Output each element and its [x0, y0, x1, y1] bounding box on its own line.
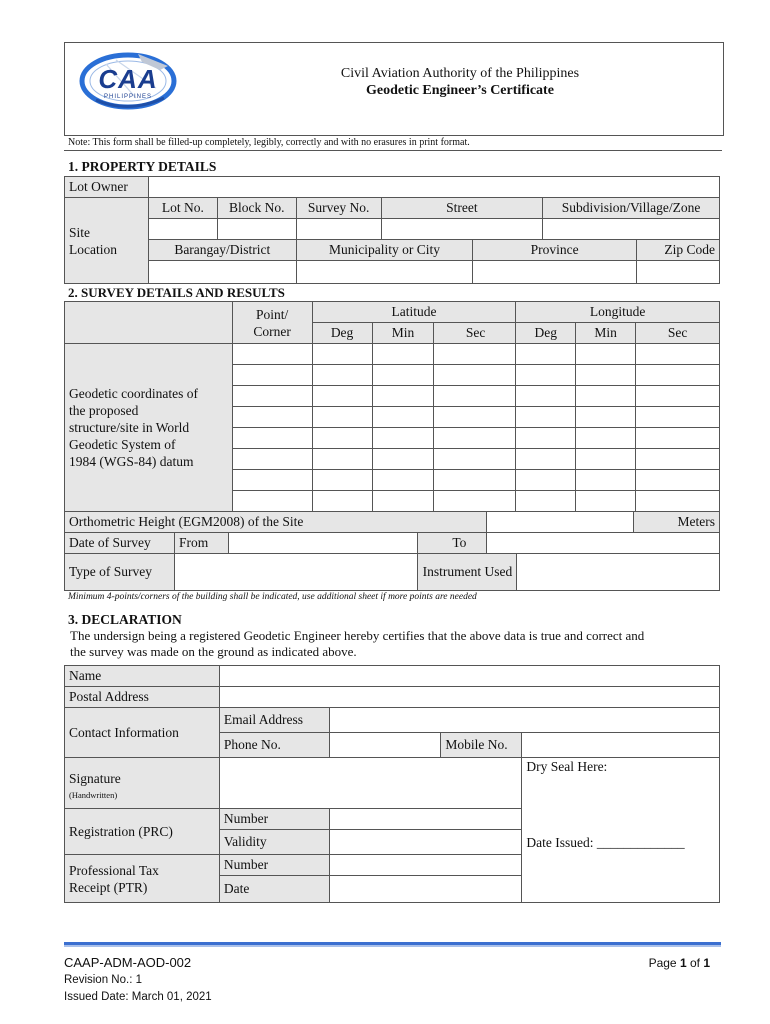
- phone-label: Phone No.: [219, 733, 329, 758]
- coord-cell[interactable]: [516, 428, 576, 449]
- point-cell[interactable]: [232, 386, 312, 407]
- coord-cell[interactable]: [312, 365, 372, 386]
- point-cell[interactable]: [232, 365, 312, 386]
- coord-cell[interactable]: [434, 365, 516, 386]
- lot-owner-input[interactable]: [148, 177, 719, 198]
- coord-cell[interactable]: [372, 491, 434, 512]
- form-code: CAAP-ADM-AOD-002: [64, 955, 192, 970]
- lon-sec-header: Sec: [636, 323, 720, 344]
- coord-cell[interactable]: [576, 365, 636, 386]
- phone-input[interactable]: [329, 733, 441, 758]
- lon-min-header: Min: [576, 323, 636, 344]
- coord-cell[interactable]: [434, 449, 516, 470]
- footer-rule-shadow: [64, 945, 721, 947]
- dry-seal-area: [522, 758, 720, 903]
- date-issued-label: Date Issued: _____________: [526, 835, 685, 850]
- coord-cell[interactable]: [372, 407, 434, 428]
- form-note: Note: This form shall be filled-up completely, legibly, correctly and with no erasures in print format.: [68, 137, 470, 148]
- street-input[interactable]: [381, 219, 542, 240]
- coord-cell[interactable]: [516, 491, 576, 512]
- property-details-table: [64, 176, 720, 284]
- point-cell[interactable]: [232, 407, 312, 428]
- coord-cell[interactable]: [516, 449, 576, 470]
- prc-validity-label: Validity: [219, 830, 329, 855]
- signature-input[interactable]: [219, 758, 521, 809]
- section-1-title: 1. PROPERTY DETAILS: [68, 159, 217, 174]
- orthometric-height-input[interactable]: [487, 512, 634, 533]
- geodetic-coordinates-label: Geodetic coordinates of the proposed structure/site in World Geodetic System of 1984 (WGS-84) datum: [65, 344, 233, 512]
- ptr-number-input[interactable]: [329, 855, 522, 876]
- coord-cell[interactable]: [516, 470, 576, 491]
- ptr-date-label: Date: [219, 876, 329, 903]
- coord-cell[interactable]: [372, 428, 434, 449]
- latitude-header: Latitude: [312, 302, 516, 323]
- lot-owner-label: Lot Owner: [65, 177, 149, 198]
- name-input[interactable]: [219, 666, 719, 687]
- block-no-input[interactable]: [217, 219, 296, 240]
- section-2-title: 2. SURVEY DETAILS AND RESULTS: [68, 285, 285, 300]
- page-number: Page 1 of 1: [648, 956, 710, 970]
- signature-label-cell: [65, 758, 220, 809]
- coord-cell[interactable]: [312, 407, 372, 428]
- longitude-header: Longitude: [516, 302, 720, 323]
- coord-cell[interactable]: [434, 386, 516, 407]
- instrument-label: Instrument Used: [418, 554, 517, 591]
- lat-min-header: Min: [372, 323, 434, 344]
- site-location-label: [65, 198, 149, 284]
- coord-cell[interactable]: [636, 428, 720, 449]
- coord-cell[interactable]: [434, 344, 516, 365]
- declaration-line-2: the survey was made on the ground as indicated above.: [70, 644, 357, 659]
- issued-date: Issued Date: March 01, 2021: [64, 991, 212, 1003]
- caap-logo: [76, 48, 180, 118]
- coord-cell[interactable]: [576, 470, 636, 491]
- coord-cell[interactable]: [434, 428, 516, 449]
- date-to-input[interactable]: [487, 533, 720, 554]
- coord-cell[interactable]: [576, 449, 636, 470]
- declaration-table: [64, 665, 720, 903]
- signature-label: Signature: [69, 771, 121, 786]
- date-survey-label: Date of Survey: [65, 533, 175, 554]
- coord-cell[interactable]: [576, 407, 636, 428]
- survey-extra-table: [64, 511, 720, 591]
- coord-cell[interactable]: [372, 365, 434, 386]
- declaration-line-1: The undersign being a registered Geodetic Engineer hereby certifies that the above data is true and correct and: [70, 628, 645, 643]
- coord-cell[interactable]: [516, 365, 576, 386]
- coord-cell[interactable]: [312, 428, 372, 449]
- lat-sec-header: Sec: [434, 323, 516, 344]
- name-label: Name: [65, 666, 220, 687]
- barangay-input[interactable]: [148, 261, 296, 284]
- coord-cell[interactable]: [312, 470, 372, 491]
- block-no-label: Block No.: [217, 198, 296, 219]
- contact-info-label: Contact Information: [65, 708, 220, 758]
- orthometric-height-label: Orthometric Height (EGM2008) of the Site: [65, 512, 487, 533]
- coord-cell[interactable]: [576, 428, 636, 449]
- street-label: Street: [381, 198, 542, 219]
- ptr-date-input[interactable]: [329, 876, 522, 903]
- coord-cell[interactable]: [312, 449, 372, 470]
- lat-deg-header: Deg: [312, 323, 372, 344]
- lot-no-input[interactable]: [148, 219, 217, 240]
- site-label: Site: [69, 224, 91, 240]
- prc-number-label: Number: [219, 809, 329, 830]
- point-cell[interactable]: [232, 344, 312, 365]
- coord-cell[interactable]: [434, 407, 516, 428]
- coord-cell[interactable]: [372, 470, 434, 491]
- point-cell[interactable]: [232, 470, 312, 491]
- mobile-label: Mobile No.: [441, 733, 522, 758]
- prc-number-input[interactable]: [329, 809, 522, 830]
- point-cell[interactable]: [232, 449, 312, 470]
- coord-cell[interactable]: [636, 470, 720, 491]
- corner-label: Corner: [253, 323, 291, 339]
- coord-cell[interactable]: [576, 491, 636, 512]
- point-corner-header: [232, 302, 312, 344]
- location-label: Location: [69, 241, 117, 257]
- coord-cell[interactable]: [636, 491, 720, 512]
- coord-cell[interactable]: [636, 386, 720, 407]
- coord-cell[interactable]: [576, 344, 636, 365]
- coord-cell[interactable]: [636, 365, 720, 386]
- type-survey-input[interactable]: [174, 554, 417, 591]
- coord-cell[interactable]: [372, 449, 434, 470]
- points-note: Minimum 4-points/corners of the building shall be indicated, use additional sheet if more points are needed: [68, 592, 477, 602]
- survey-no-input[interactable]: [296, 219, 381, 240]
- coord-cell[interactable]: [636, 449, 720, 470]
- subdivision-label: Subdivision/Village/Zone: [543, 198, 720, 219]
- point-cell[interactable]: [232, 428, 312, 449]
- lot-no-label: Lot No.: [148, 198, 217, 219]
- date-from-input[interactable]: [228, 533, 418, 554]
- survey-no-label: Survey No.: [296, 198, 381, 219]
- coord-cell[interactable]: [516, 386, 576, 407]
- coord-cell[interactable]: [312, 386, 372, 407]
- email-input[interactable]: [329, 708, 719, 733]
- barangay-label: Barangay/District: [148, 240, 296, 261]
- subdivision-input[interactable]: [543, 219, 720, 240]
- type-survey-label: Type of Survey: [65, 554, 175, 591]
- instrument-input[interactable]: [517, 554, 720, 591]
- coord-cell[interactable]: [516, 407, 576, 428]
- meters-label: Meters: [634, 512, 720, 533]
- prc-label: Registration (PRC): [65, 809, 220, 855]
- coord-cell[interactable]: [312, 491, 372, 512]
- lon-deg-header: Deg: [516, 323, 576, 344]
- postal-address-label: Postal Address: [65, 687, 220, 708]
- province-input[interactable]: [473, 261, 637, 284]
- to-label: To: [418, 533, 487, 554]
- survey-details-table: [64, 301, 720, 512]
- province-label: Province: [473, 240, 637, 261]
- coord-cell[interactable]: [576, 386, 636, 407]
- coord-cell[interactable]: [312, 344, 372, 365]
- org-name: Civil Aviation Authority of the Philippines: [340, 66, 580, 81]
- coord-cell[interactable]: [434, 470, 516, 491]
- form-title: Geodetic Engineer’s Certificate: [366, 83, 554, 98]
- municipality-input[interactable]: [296, 261, 473, 284]
- postal-address-input[interactable]: [219, 687, 719, 708]
- point-cell[interactable]: [232, 491, 312, 512]
- coord-cell[interactable]: [636, 344, 720, 365]
- logo-subtext: PHILIPPINES: [103, 94, 152, 100]
- section-3-title: 3. DECLARATION: [68, 612, 182, 627]
- mobile-input[interactable]: [522, 733, 720, 758]
- email-label: Email Address: [219, 708, 329, 733]
- coord-cell[interactable]: [372, 386, 434, 407]
- revision-no: Revision No.: 1: [64, 974, 142, 986]
- zip-label: Zip Code: [636, 240, 719, 261]
- point-label: Point/: [256, 306, 289, 322]
- from-label: From: [174, 533, 228, 554]
- logo-text: CAA: [98, 64, 158, 94]
- dry-seal-label: Dry Seal Here:: [526, 759, 608, 774]
- ptr-label: Professional Tax Receipt (PTR): [65, 855, 220, 903]
- handwritten-note: (Handwritten): [69, 790, 118, 800]
- note-rule: [64, 150, 722, 151]
- coord-cell[interactable]: [434, 491, 516, 512]
- coord-cell[interactable]: [636, 407, 720, 428]
- municipality-label: Municipality or City: [296, 240, 473, 261]
- zip-input[interactable]: [636, 261, 719, 284]
- ptr-number-label: Number: [219, 855, 329, 876]
- coord-cell[interactable]: [372, 344, 434, 365]
- prc-validity-input[interactable]: [329, 830, 522, 855]
- coord-cell[interactable]: [516, 344, 576, 365]
